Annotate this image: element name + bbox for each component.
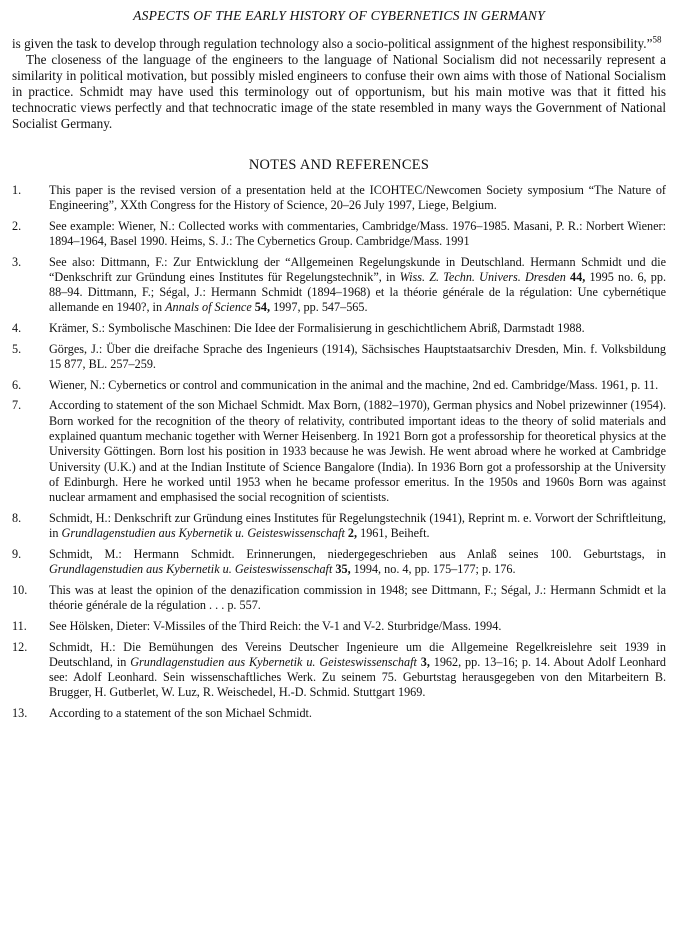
note-number: 5. (12, 341, 22, 356)
note-text: Görges, J.: Über die dreifache Sprache des Ingenieurs (1914), Sächsisches Hauptstaatsarchiv Dresden, Min. f. Volksbildung 15 877, BL. 257–259. (49, 341, 666, 372)
volume-number: 44, (570, 269, 586, 284)
note-number: 4. (12, 321, 22, 336)
note-number: 11. (12, 618, 27, 633)
journal-title: Grundlagenstudien aus Kybernetik u. Geisteswissenschaft (130, 654, 417, 669)
note-number: 7. (12, 398, 22, 413)
note-item (12, 219, 666, 250)
note-text: See example: Wiener, N.: Collected works with commentaries, Cambridge/Mass. 1976–1985. Masani, P. R.: Norbert Wiener: 1894–1964, Basel 1990. Heims, S. J.: The Cybernetics Group. Cambridge/Mass. 1991 (49, 218, 666, 248)
note-number: 12. (12, 639, 28, 654)
note-text: Schmidt, H.: Die Bemühungen des Vereins Deutscher Ingenieure um die Allgemeine Regelkreislehre seit 1939 in Deutschland, in (49, 639, 666, 669)
note-item (12, 342, 666, 373)
note-text: 1994, no. 4, pp. 175–177; p. 176. (350, 562, 516, 577)
note-item (12, 619, 666, 634)
note-item (12, 183, 666, 214)
note-item (12, 583, 666, 614)
note-item (12, 378, 666, 393)
paragraph-text: The closeness of the language of the engineers to the language of National Socialism did not necessarily represent a similarity in political motivation, but possibly misled engineers to confuse their own aims with those of National Socialism in practice. Schmidt may have used this terminology out of opportunism, but his main motive was that it fitted his technocratic views perfectly and that technocratic image of the state resembled in many ways the Government of National Socialist Germany. (12, 52, 666, 132)
note-number: 10. (12, 582, 28, 597)
journal-title: Grundlagenstudien aus Kybernetik u. Geisteswissenschaft (49, 562, 333, 577)
note-number: 1. (12, 182, 22, 197)
volume-number: 35, (335, 562, 351, 577)
note-text: This was at least the opinion of the denazification commission in 1948; see Dittmann, F.; Ségal, J.: Hermann Schmidt et la théorie générale de la régulation . . . p. 557. (49, 582, 666, 613)
journal-title: Annals of Science (165, 300, 252, 315)
note-item (12, 321, 666, 336)
note-text: See also: Dittmann, F.: Zur Entwicklung der “Allgemeinen Regelungskunde in Deutschland. Hermann Schmidt und die “Denkschrift zur Gründung eines Institutes für Regelungstechnik”, in (49, 254, 666, 284)
footnote-marker: 58 (652, 34, 662, 45)
note-item (12, 547, 666, 578)
note-text: 1961, Beiheft. (357, 526, 430, 541)
note-item (12, 706, 666, 721)
note-text: Krämer, S.: Symbolische Maschinen: Die Idee der Formalisierung in geschichtlichem Abriß, Darmstadt 1988. (49, 321, 585, 336)
volume-number: 3, (420, 654, 430, 669)
notes-list (12, 183, 666, 722)
volume-number: 2, (347, 526, 358, 541)
body-paragraph (12, 36, 666, 52)
note-text: Schmidt, M.: Hermann Schmidt. Erinnerungen, niedergegeschrieben aus Anlaß seines 100. Geburtstags, in (49, 546, 666, 561)
note-text: 1997, pp. 547–565. (270, 300, 368, 315)
note-number: 3. (12, 254, 22, 269)
page (12, 8, 666, 727)
note-number: 13. (12, 706, 28, 721)
body-paragraph (12, 52, 666, 132)
note-number: 6. (12, 377, 22, 392)
note-number: 8. (12, 510, 22, 525)
journal-title: Grundlagenstudien aus Kybernetik u. Geisteswissenschaft (61, 526, 345, 541)
note-text: According to a statement of the son Michael Schmidt. (49, 706, 312, 721)
journal-title: Wiss. Z. Techn. Univers. Dresden (399, 269, 566, 284)
note-item (12, 511, 666, 542)
note-item (12, 398, 666, 505)
note-item (12, 640, 666, 701)
note-number: 9. (12, 546, 22, 561)
running-head: ASPECTS OF THE EARLY HISTORY OF CYBERNETICS IN GERMANY (133, 8, 545, 23)
note-item (12, 255, 666, 316)
note-text: See Hölsken, Dieter: V-Missiles of the Third Reich: the V-1 and V-2. Sturbridge/Mass. 1994. (49, 618, 502, 633)
note-number: 2. (12, 218, 22, 233)
note-text: This paper is the revised version of a presentation held at the ICOHTEC/Newcomen Society symposium “The Nature of Engineering”, XXth Congress for the History of Science, 20–26 July 1997, Liege, Belgium. (49, 182, 666, 212)
note-text: According to statement of the son Michael Schmidt. Max Born, (1882–1970), German physics and Nobel prizewinner (1954). Born worked for the recognition of the theory of relativity, contributed important ideas to the theory of solid materials and explained quantum mechanic together with Werner Heisenberg. In 1921 Born got a professorship for theoretical physics at the University Göttingen. Born lost his position in 1933 because he was Jewish. He went abroad where he worked at Cambridge University (U.K.) and at the Indian Institute of Science Bangalore (India). In 1936 Born got a professorship at the University of Edinburgh. Here he worked until 1953 when he became professor emeritus. In the 1950s and 1960s Born was against nuclear armament and emphasised the social recognition of scientists. (49, 398, 666, 505)
paragraph-text: is given the task to develop through regulation technology also a socio-political assignment of the highest responsibility.” (12, 36, 653, 51)
volume-number: 54, (254, 300, 271, 315)
notes-heading: NOTES AND REFERENCES (248, 156, 430, 173)
note-text: Wiener, N.: Cybernetics or control and communication in the animal and the machine, 2nd ed. Cambridge/Mass. 1961, p. 11. (49, 377, 659, 392)
note-text: 1995 no. 6, pp. 88–94. Dittmann, F.; Ségal, J.: Hermann Schmidt (1894–1968) et la théorie générale de la régulation: Une cybernétique allemande en 1940?, in (49, 269, 667, 315)
note-text: 1962, pp. 13–16; p. 14. About Adolf Leonhard see: Adolf Leonhard. Sein wissenschaftliches Werk. Zu seinem 75. Geburtstag herausgegeben von den Mitarbeitern B. Brugger, H. Gutberlet, W. Luz, R. Weischedel, H.-D. Schmid. Stuttgart 1969. (49, 654, 666, 700)
note-text: Schmidt, H.: Denkschrift zur Gründung eines Institutes für Regelungstechnik (1941), Reprint m. e. Vorwort der Schriftleitung, in (49, 510, 666, 541)
